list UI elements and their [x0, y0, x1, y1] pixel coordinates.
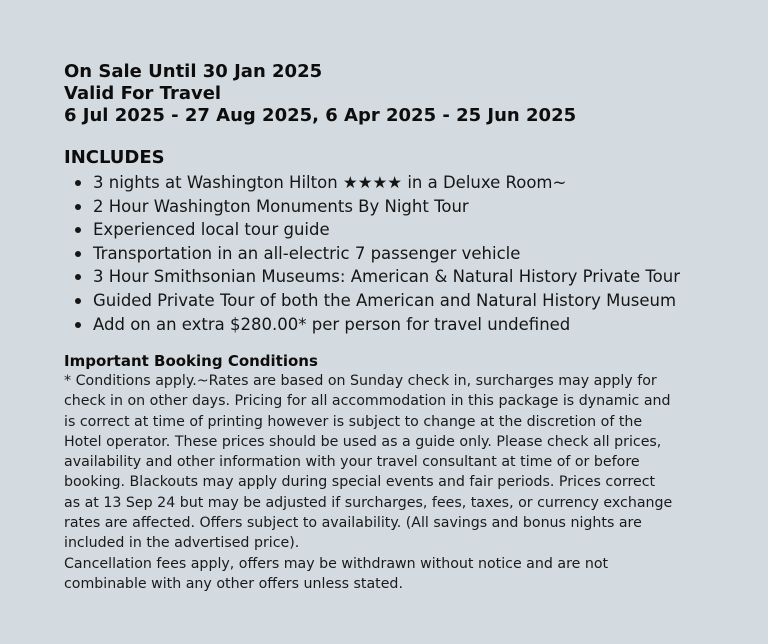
conditions-line: * Conditions apply.~Rates are based on Sunday check in, surcharges may apply for [64, 373, 657, 389]
travel-validity-label: Valid For Travel [64, 83, 222, 104]
bullet-icon [75, 274, 81, 280]
bullet-icon [75, 204, 81, 210]
conditions-line: combinable with any other offers unless stated. [64, 575, 403, 592]
conditions-line: Cancellation fees apply, offers may be withdrawn without notice and are not [64, 555, 609, 572]
bullet-icon [75, 322, 81, 328]
bullet-icon [75, 251, 81, 257]
list-item [64, 313, 680, 337]
includes-list [64, 171, 680, 336]
list-item-text: Guided Private Tour of both the American and Natural History Museum [93, 290, 677, 310]
list-item-text: Add on an extra $280.00* per person for travel undefined [93, 314, 571, 334]
conditions-line: rates are affected. Offers subject to availability. (All savings and bonus nights are [64, 515, 642, 532]
list-item [64, 289, 680, 313]
list-item [64, 218, 680, 242]
list-item-text: 3 nights at Washington Hilton ★★★★ in a Deluxe Room~ [93, 173, 567, 192]
booking-conditions [64, 351, 714, 594]
list-item-text: Experienced local tour guide [93, 220, 330, 240]
list-item-text: 2 Hour Washington Monuments By Night Tour [93, 196, 469, 216]
list-item [64, 265, 680, 289]
list-item [64, 195, 680, 219]
list-item [64, 171, 680, 195]
conditions-line: is correct at time of printing however is subject to change at the discretion of the [64, 413, 643, 430]
bullet-icon [75, 180, 81, 186]
list-item [64, 242, 680, 266]
bullet-icon [75, 298, 81, 304]
conditions-line: Hotel operator. These prices should be used as a guide only. Please check all prices, [64, 433, 662, 450]
conditions-line: booking. Blackouts may apply during special events and fair periods. Prices correct [64, 474, 656, 491]
conditions-line: as at 13 Sep 24 but may be adjusted if surcharges, fees, taxes, or currency exchange [64, 494, 673, 511]
conditions-body [64, 371, 714, 594]
includes-section [64, 147, 680, 336]
offer-header [64, 61, 576, 127]
bullet-icon [75, 227, 81, 233]
travel-dates: 6 Jul 2025 - 27 Aug 2025, 6 Apr 2025 - 25 Jun 2025 [64, 105, 577, 126]
conditions-line: included in the advertised price). [64, 535, 300, 552]
conditions-line: check in on other days. Pricing for all accommodation in this package is dynamic and [64, 393, 671, 410]
list-item-text: 3 Hour Smithsonian Museums: American & Natural History Private Tour [93, 267, 681, 287]
includes-heading: INCLUDES [64, 147, 165, 168]
list-item-text: Transportation in an all-electric 7 passenger vehicle [93, 243, 521, 263]
conditions-heading: Important Booking Conditions [64, 352, 318, 370]
conditions-line: availability and other information with your travel consultant at time of or before [64, 454, 640, 471]
sale-deadline: On Sale Until 30 Jan 2025 [64, 61, 323, 82]
